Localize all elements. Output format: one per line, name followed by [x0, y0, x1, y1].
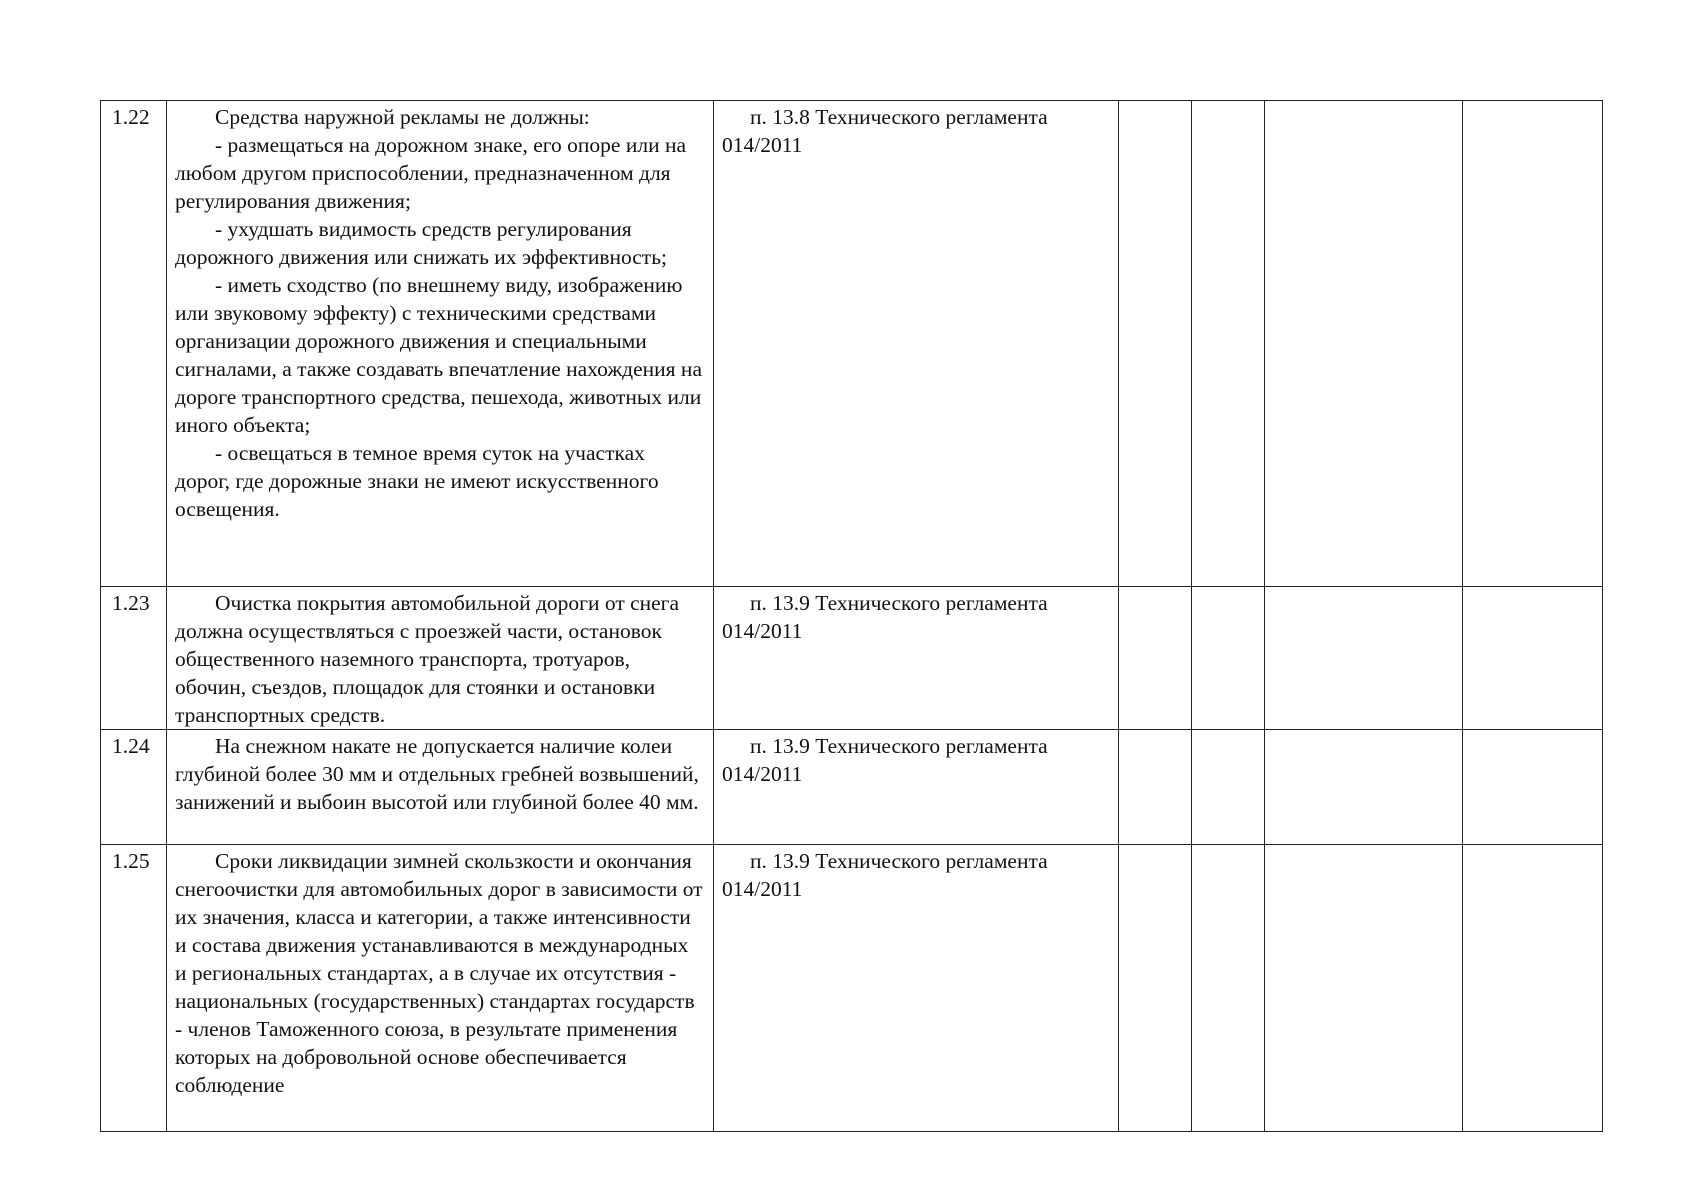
- empty-cell: [1463, 845, 1603, 1132]
- requirement-paragraph: - иметь сходство (по внешнему виду, изображению или звуковому эффекту) с техническими средствами организации дорожного движения и специальными сигналами, а также создавать впечатление нахождения на дороге транспортного средства, пешехода, животных или иного объекта;: [175, 273, 702, 437]
- requirement-text: [167, 101, 714, 587]
- requirement-paragraph: Очистка покрытия автомобильной дороги от снега должна осуществляться с проезжей части, остановок общественного наземного транспорта, тротуаров, обочин, съездов, площадок для стоянки и остановки транспортных средств.: [175, 591, 680, 727]
- empty-cell: [1192, 730, 1265, 845]
- empty-cell: [1463, 101, 1603, 587]
- requirement-paragraph: - освещаться в темное время суток на участках дорог, где дорожные знаки не имеют искусственного освещения.: [175, 441, 659, 521]
- empty-cell: [1463, 730, 1603, 845]
- reference-text: п. 13.9 Технического регламента 014/2011: [722, 734, 1048, 786]
- requirement-text: [167, 730, 714, 845]
- empty-cell: [1119, 845, 1192, 1132]
- requirement-paragraph: На снежном накате не допускается наличие колеи глубиной более 30 мм и отдельных гребней возвышений, занижений и выбоин высотой или глубиной более 40 мм.: [175, 734, 699, 814]
- regulation-reference: [714, 845, 1119, 1132]
- row-number: 1.22: [101, 101, 167, 587]
- reference-text: п. 13.9 Технического регламента 014/2011: [722, 591, 1048, 643]
- empty-cell: [1119, 587, 1192, 730]
- empty-cell: [1192, 587, 1265, 730]
- requirement-paragraph: - ухудшать видимость средств регулирования дорожного движения или снижать их эффективность;: [175, 217, 667, 269]
- empty-cell: [1265, 845, 1463, 1132]
- regulation-reference: [714, 730, 1119, 845]
- requirements-table: [100, 100, 1603, 1132]
- empty-cell: [1265, 101, 1463, 587]
- reference-text: п. 13.8 Технического регламента 014/2011: [722, 105, 1048, 157]
- requirement-paragraph: - размещаться на дорожном знаке, его опоре или на любом другом приспособлении, предназначенном для регулирования движения;: [175, 133, 687, 213]
- regulation-reference: [714, 587, 1119, 730]
- empty-cell: [1265, 587, 1463, 730]
- empty-cell: [1192, 101, 1265, 587]
- requirement-text: [167, 845, 714, 1132]
- empty-cell: [1119, 101, 1192, 587]
- row-number: 1.24: [101, 730, 167, 845]
- table-row: [101, 845, 1603, 1132]
- empty-cell: [1119, 730, 1192, 845]
- regulation-reference: [714, 101, 1119, 587]
- table-row: [101, 730, 1603, 845]
- requirement-text: [167, 587, 714, 730]
- empty-cell: [1265, 730, 1463, 845]
- row-number: 1.25: [101, 845, 167, 1132]
- requirement-paragraph: Средства наружной рекламы не должны:: [215, 105, 590, 129]
- reference-text: п. 13.9 Технического регламента 014/2011: [722, 849, 1048, 901]
- table-row: [101, 101, 1603, 587]
- table-row: [101, 587, 1603, 730]
- empty-cell: [1192, 845, 1265, 1132]
- row-number: 1.23: [101, 587, 167, 730]
- requirement-paragraph: Сроки ликвидации зимней скользкости и окончания снегоочистки для автомобильных дорог в зависимости от их значения, класса и категории, а также интенсивности и состава движения устанавливаются в международных и региональных стандартах, а в случае их отсутствия - национальных (государственных) стандартах государств - членов Таможенного союза, в результате применения которых на добровольной основе обеспечивается соблюдение: [175, 849, 703, 1097]
- empty-cell: [1463, 587, 1603, 730]
